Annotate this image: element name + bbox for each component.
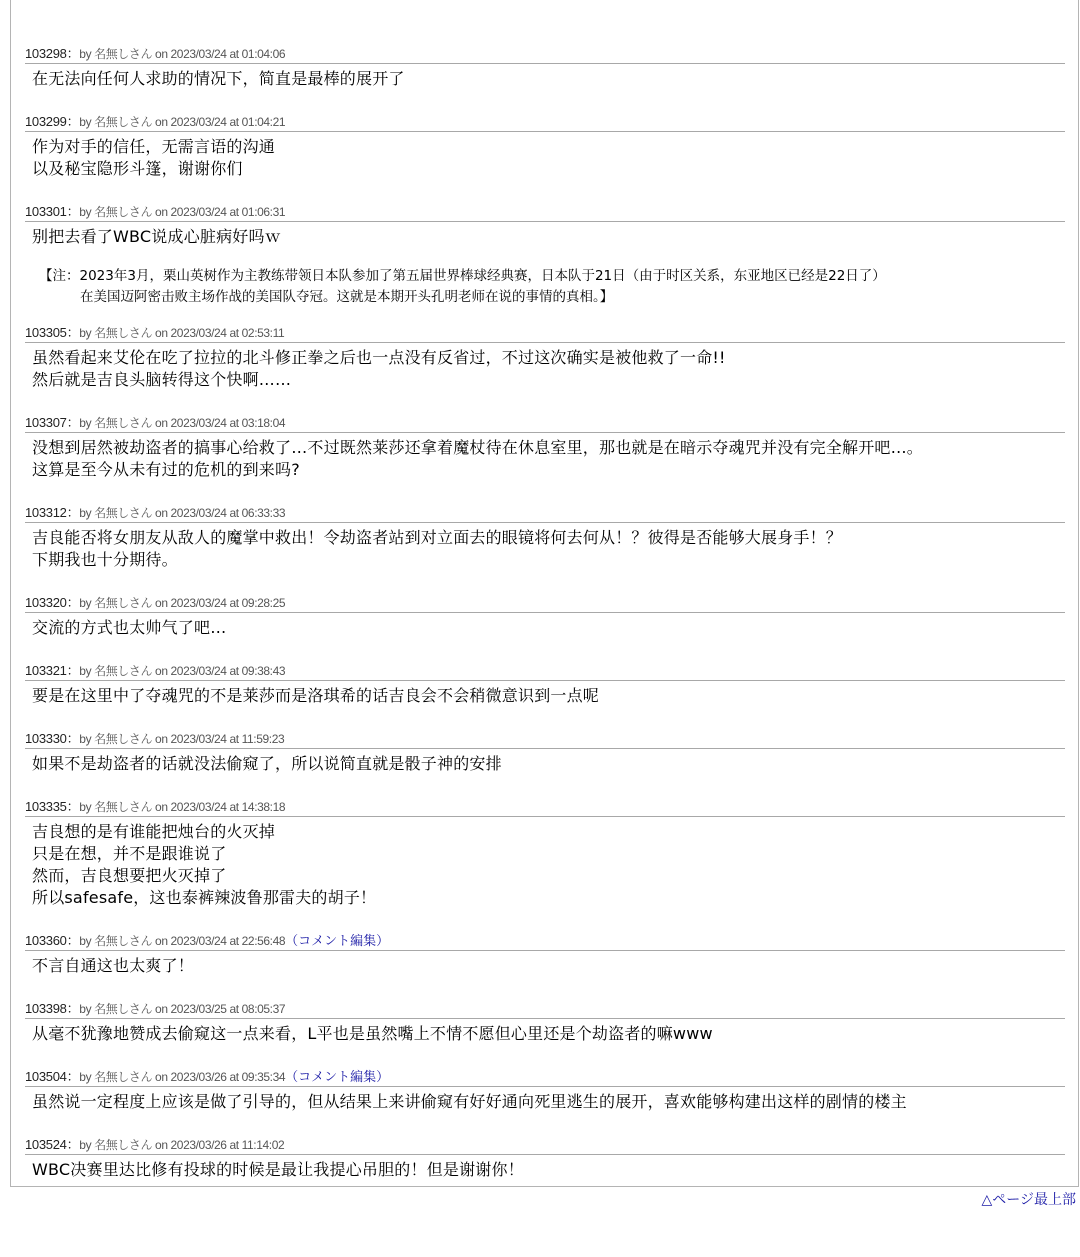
comment-text-line: 虽然说一定程度上应该是做了引导的，但从结果上来讲偷窥有好好通向死里逃生的展开，喜欢能够构建出这样的剧情的楼主 <box>32 1092 907 1111</box>
comment-number-separator: ： <box>66 1069 80 1084</box>
comment-number-separator: ： <box>66 415 80 430</box>
comment-meta: by 名無しさん on 2023/03/24 at 06:33:33 <box>79 506 286 520</box>
comment-number: 103299 <box>25 114 67 129</box>
comment-body <box>25 817 1065 909</box>
comment-body <box>25 433 1065 481</box>
comment-text-line: 别把去看了WBC说成心脏病好吗ｗ <box>32 227 281 246</box>
comment-text-line: WBC决赛里达比修有投球的时候是最让我提心吊胆的！但是谢谢你！ <box>32 1160 524 1179</box>
comment-text-line: 要是在这里中了夺魂咒的不是莱莎而是洛琪希的话吉良会不会稍微意识到一点呢 <box>32 686 600 705</box>
comment-edit-link[interactable]: （コメント編集） <box>285 934 390 949</box>
comment-header <box>25 324 1065 343</box>
comment-number: 103305 <box>25 325 67 340</box>
comment-text-line: 下期我也十分期待。 <box>32 550 178 569</box>
comment-meta: by 名無しさん on 2023/03/25 at 08:05:37 <box>79 1002 286 1016</box>
comment-header <box>25 1000 1065 1019</box>
comment-item <box>25 730 1065 775</box>
comment-number: 103312 <box>25 505 67 520</box>
comment-body <box>25 1019 1065 1045</box>
comment-body <box>25 222 1065 248</box>
comment-item <box>25 1136 1065 1181</box>
comment-body <box>25 951 1065 977</box>
comment-header <box>25 594 1065 613</box>
comment-number: 103320 <box>25 595 67 610</box>
comment-number: 103335 <box>25 799 67 814</box>
comment-item <box>25 414 1065 481</box>
comment-item <box>25 1068 1065 1113</box>
comment-meta: by 名無しさん on 2023/03/26 at 11:14:02 <box>79 1138 285 1152</box>
comment-item <box>25 662 1065 707</box>
comment-text-line: 作为对手的信任，无需言语的沟通 <box>32 137 276 156</box>
comment-number: 103298 <box>25 46 67 61</box>
comment-meta: by 名無しさん on 2023/03/24 at 01:06:31 <box>79 205 286 219</box>
comment-item <box>25 594 1065 639</box>
comment-meta: by 名無しさん on 2023/03/24 at 14:38:18 <box>79 800 286 814</box>
comment-text-line: 以及秘宝隐形斗篷，谢谢你们 <box>32 159 243 178</box>
comment-number-separator: ： <box>66 204 80 219</box>
comment-body <box>25 64 1065 90</box>
comment-header <box>25 1136 1065 1155</box>
comment-text-line: 然而，吉良想要把火灭掉了 <box>32 866 227 885</box>
comment-number: 103307 <box>25 415 67 430</box>
comment-number-separator: ： <box>66 731 80 746</box>
comment-list <box>25 22 1065 1181</box>
comment-header <box>25 932 1065 951</box>
comment-meta: by 名無しさん on 2023/03/24 at 02:53:11 <box>79 326 285 340</box>
comment-header <box>25 45 1065 64</box>
comment-body <box>25 343 1065 391</box>
comment-meta: by 名無しさん on 2023/03/24 at 01:04:06 <box>79 47 286 61</box>
comment-header <box>25 414 1065 433</box>
comment-meta: by 名無しさん on 2023/03/24 at 09:38:43 <box>79 664 286 678</box>
comment-item <box>25 932 1065 977</box>
comment-number: 103398 <box>25 1001 67 1016</box>
comment-text-line: 如果不是劫盗者的话就没法偷窥了，所以说简直就是骰子神的安排 <box>32 754 502 773</box>
comment-header <box>25 798 1065 817</box>
comment-text-line: 然后就是吉良头脑转得这个快啊…… <box>32 370 292 389</box>
comment-meta: by 名無しさん on 2023/03/24 at 01:04:21 <box>79 115 286 129</box>
comment-header <box>25 662 1065 681</box>
comment-meta: by 名無しさん on 2023/03/24 at 03:18:04 <box>79 416 286 430</box>
translator-note-line: 【注：2023年3月，栗山英树作为主教练带领日本队参加了第五届世界棒球经典赛，日本队于21日（由于时区关系，东亚地区已经是22日了） <box>39 268 886 284</box>
comment-item <box>25 1000 1065 1045</box>
comment-body <box>25 523 1065 571</box>
comment-body <box>25 1155 1065 1181</box>
comment-header <box>25 1068 1065 1087</box>
comment-number-separator: ： <box>66 933 80 948</box>
comment-number-separator: ： <box>66 114 80 129</box>
comment-number-separator: ： <box>66 1137 80 1152</box>
comment-number-separator: ： <box>66 663 80 678</box>
comment-body <box>25 132 1065 180</box>
comment-number-separator: ： <box>66 46 80 61</box>
comment-item <box>25 203 1065 308</box>
comment-number: 103504 <box>25 1069 67 1084</box>
translator-note-line: 在美国迈阿密击败主场作战的美国队夺冠。这就是本期开头孔明老师在说的事情的真相。】 <box>80 289 614 305</box>
comment-number-separator: ： <box>66 1001 80 1016</box>
comment-text-line: 从毫不犹豫地赞成去偷窥这一点来看，L平也是虽然嘴上不情不愿但心里还是个劫盗者的嘛www <box>32 1024 713 1043</box>
comment-meta: by 名無しさん on 2023/03/24 at 22:56:48 <box>79 934 286 948</box>
comment-meta: by 名無しさん on 2023/03/26 at 09:35:34 <box>79 1070 286 1084</box>
comment-item <box>25 324 1065 391</box>
comment-header <box>25 504 1065 523</box>
comment-number: 103301 <box>25 204 67 219</box>
comment-number-separator: ： <box>66 325 80 340</box>
comment-body <box>25 1087 1065 1113</box>
comment-header <box>25 730 1065 749</box>
comment-body <box>25 749 1065 775</box>
comment-number: 103360 <box>25 933 67 948</box>
comment-item <box>25 113 1065 180</box>
comment-text-line: 不言自通这也太爽了！ <box>32 956 195 975</box>
comment-header <box>25 203 1065 222</box>
comment-text-line: 虽然看起来艾伦在吃了拉拉的北斗修正拳之后也一点没有反省过，不过这次确实是被他救了一命!! <box>32 348 726 367</box>
comment-edit-link[interactable]: （コメント編集） <box>285 1070 390 1085</box>
comment-text-line: 在无法向任何人求助的情况下，简直是最棒的展开了 <box>32 69 405 88</box>
comment-text-line: 吉良能否将女朋友从敌人的魔掌中救出！令劫盗者站到对立面去的眼镜将何去何从！？彼得是否能够大展身手！？ <box>32 528 843 547</box>
comment-text-line: 交流的方式也太帅气了吧… <box>32 618 227 637</box>
comment-number-separator: ： <box>66 799 80 814</box>
translator-note <box>25 266 1065 308</box>
comment-item <box>25 798 1065 909</box>
comment-text-line: 只是在想，并不是跟谁说了 <box>32 844 227 863</box>
comment-text-line: 这算是至今从未有过的危机的到来吗? <box>32 460 300 479</box>
back-to-top-link[interactable]: △ページ最上部 <box>981 1192 1076 1208</box>
comment-number: 103321 <box>25 663 67 678</box>
comment-item <box>25 504 1065 571</box>
comment-meta: by 名無しさん on 2023/03/24 at 09:28:25 <box>79 596 286 610</box>
comment-body <box>25 681 1065 707</box>
comment-text-line: 所以safesafe，这也泰裤辣波鲁那雷夫的胡子！ <box>32 888 377 907</box>
comment-item <box>25 45 1065 90</box>
comment-number: 103330 <box>25 731 67 746</box>
comment-number-separator: ： <box>66 505 80 520</box>
comment-text-line: 吉良想的是有谁能把烛台的火灭掉 <box>32 822 276 841</box>
comment-header <box>25 113 1065 132</box>
comment-number: 103524 <box>25 1137 67 1152</box>
comment-text-line: 没想到居然被劫盗者的搞事心给救了…不过既然莱莎还拿着魔杖待在休息室里，那也就是在暗示夺魂咒并没有完全解开吧…。 <box>32 438 924 457</box>
comment-meta: by 名無しさん on 2023/03/24 at 11:59:23 <box>79 732 285 746</box>
comment-body <box>25 613 1065 639</box>
comment-number-separator: ： <box>66 595 80 610</box>
